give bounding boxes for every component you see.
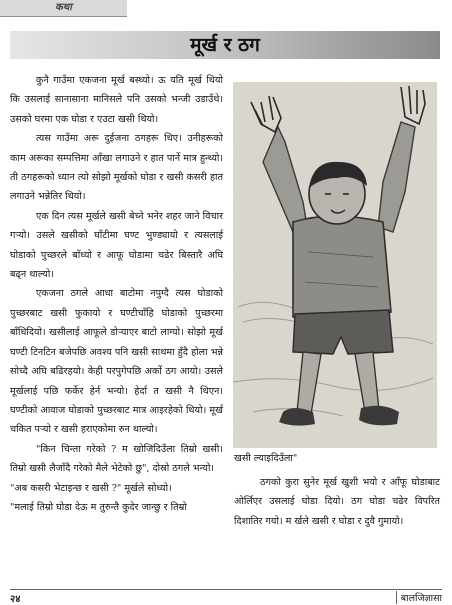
paragraph-2: त्यस गाउँमा अरू दुईजना ठगहरू थिए। उनीहरूको काम अरूका सम्पत्तिमा आँखा लगाउने र हात पार्ने मात्र हुन्थ्यो। ती ठगहरूको ध्यान त्यो सोझो मूर्खको घोडा र खसी कसरी हात लगाउने भन्नेतिर थियो। <box>10 133 223 203</box>
title-bar <box>10 31 440 59</box>
text-column-left <box>10 71 223 517</box>
text-column-right <box>234 473 440 531</box>
paragraph-5: "किन चिन्ता गरेको ? म खोजिदिउँला तिम्रो खसी। तिम्रो खसी लैजाँदै गरेको मैले भेटेको छु", दोस्रो ठगले भन्यो। <box>10 443 223 475</box>
paragraph-6: "अब कसरी भेटाइन्छ र खसी ?" मूर्खले सोध्यो। <box>10 482 172 494</box>
section-label: कथा <box>0 0 127 17</box>
magazine-name: बालजिज्ञासा <box>396 591 442 604</box>
footer-divider <box>10 589 442 590</box>
boy-raising-hands-sketch-icon <box>233 82 437 448</box>
paragraph-7: "मलाई तिम्रो घोडा देऊ म तुरुन्तै कुदेर जान्छु र तिम्रो <box>10 501 187 513</box>
paragraph-3: एक दिन त्यस मूर्खले खसी बेच्ने भनेर शहर जाने विचार गर्‍यो। उसले खसीको घाँटीमा घण्ट भुण्ड्यायो र त्यसलाई घोडाको पुच्छरले बाँध्यो र आफू घोडामा चढेर बिस्तारै अघि बढ्न थाल्यो। <box>10 210 223 281</box>
paragraph-right: ठगको कुरा सुनेर मूर्ख खुशी भयो र आँफू घोडाबाट ओर्लिएर उसलाई घोडा दियो। ठग घोडा चढेर विपरित दिशातिर गयो। म र्खले खसी र घोडा र दुवै गुमायो। <box>234 477 440 527</box>
illustration-caption: खसी ल्याइदिउँला" <box>234 453 298 464</box>
paragraph-1: कुनै गाउँमा एकजना मूर्ख बस्थ्यो। ऊ यति मूर्ख थियो कि उसलाई सानासाना मानिसले पनि उसको भन्जी उडाउँथे। उसको घरमा एक घोडा र एउटा खसी थियो। <box>10 75 223 125</box>
story-illustration <box>233 82 437 448</box>
paragraph-4: एकजना ठगले आधा बाटोमा नपुग्दै त्यस घोडाको पुच्छरबाट खसी फुकायो र घण्टीचाँहि घोडाको पुच्छरमा बाँधिदियो। खसीलाई आफूले डोऱ्याएर बाटो लाग्यो। सोझो मूर्ख घण्टी टिनटिन बजेपछि अवश्य पनि खसी साथमा हुँदै होला भन्ने सोच्दै अघि बढिरहयो। केही परपुगेपछि अर्को ठग आयो। उसले मूर्खलाई पछि फर्केर हेर्न भन्यो। हेर्दा त खसी नै थिएन। घण्टीको आवाज घोडाको पुच्छरबाट मात्र आइरहेको थियो। मूर्ख चकित पर्‍यो र खसी हराएकोमा रुन थाल्यो। <box>10 288 223 436</box>
page-title: मूर्ख र ठग <box>190 34 260 56</box>
page-number: २४ <box>10 594 21 605</box>
